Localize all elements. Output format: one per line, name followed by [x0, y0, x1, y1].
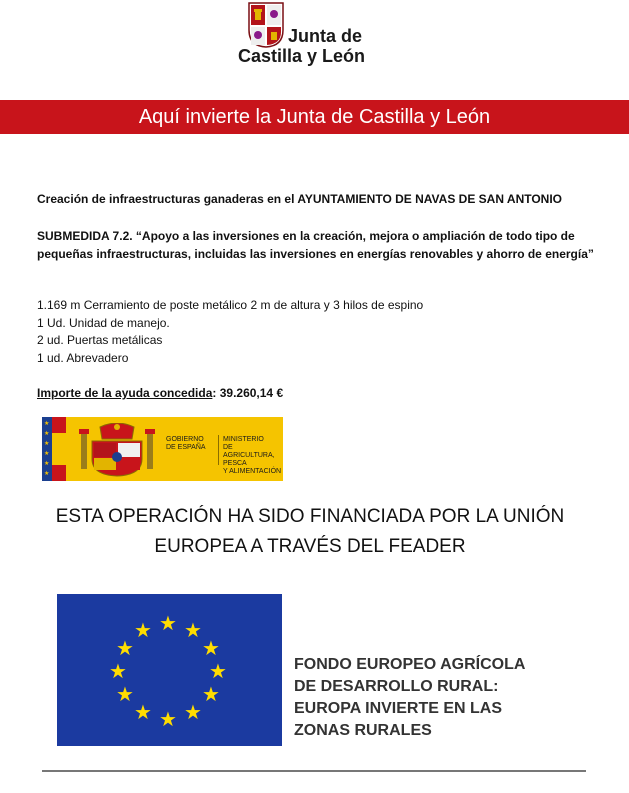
list-item: 1 ud. Abrevadero — [37, 350, 129, 365]
gobierno-line: DE ESPAÑA — [166, 444, 206, 451]
feader-text — [294, 654, 525, 742]
red-banner — [0, 100, 629, 134]
logo-line2: Castilla y León — [238, 46, 366, 66]
submedida-text: SUBMEDIDA 7.2. “Apoyo a las inversiones en la creación, mejora o ampliación de todo tipo de pequeñas infraestructuras, incluidas las inversiones en energías renovables y ahorro de energía” — [37, 229, 594, 261]
spain-coat-of-arms-icon — [78, 423, 156, 477]
logo-line1: Junta de — [288, 26, 363, 46]
ministerio-line: Y ALIMENTACIÓN — [223, 468, 282, 475]
bottom-divider — [42, 770, 586, 772]
feader-line: ZONAS RURALES — [294, 722, 432, 739]
ministerio-text — [223, 436, 283, 476]
importe-sep: : — [212, 386, 217, 400]
jcyl-logo — [238, 0, 378, 70]
ministerio-line: MINISTERIO — [223, 436, 264, 443]
importe-line — [37, 386, 283, 400]
feader-line: DE DESARROLLO RURAL: — [294, 678, 499, 695]
importe-label: Importe de la ayuda concedida — [37, 386, 213, 400]
ministerio-line: DE AGRICULTURA, PESCA — [223, 444, 275, 467]
gobierno-espana-logo — [42, 417, 283, 481]
divider — [218, 435, 219, 465]
banner-text: Aquí invierte la Junta de Castilla y León — [138, 105, 491, 128]
items-list — [37, 297, 423, 367]
financiada-line: ESTA OPERACIÓN HA SIDO FINANCIADA POR LA UNIÓN — [55, 506, 565, 527]
jcyl-shield-icon — [248, 2, 284, 48]
financiada-line: EUROPEA A TRAVÉS DEL FEADER — [154, 536, 466, 557]
importe-value: 39.260,14 € — [216, 386, 284, 400]
feader-line: FONDO EUROPEO AGRÍCOLA — [294, 656, 526, 673]
eu-flag-icon: ★ ★ ★ ★ ★ ★ ★ ★ ★ ★ ★ ★ — [57, 594, 282, 746]
list-item: 1 Ud. Unidad de manejo. — [37, 315, 170, 330]
feader-line: EUROPA INVIERTE EN LAS — [294, 700, 503, 717]
list-item: 2 ud. Puertas metálicas — [37, 333, 163, 347]
project-heading: Creación de infraestructuras ganaderas en el AYUNTAMIENTO DE NAVAS DE SAN ANTONIO — [37, 192, 563, 206]
list-item: 1.169 m Cerramiento de poste metálico 2 m de altura y 3 hilos de espino — [37, 298, 424, 312]
gobierno-line: GOBIERNO — [166, 436, 204, 443]
gobierno-text — [166, 436, 206, 452]
financiada-text — [0, 502, 620, 562]
eu-strip: ★ ★ ★ ★ ★ ★ — [42, 417, 52, 481]
